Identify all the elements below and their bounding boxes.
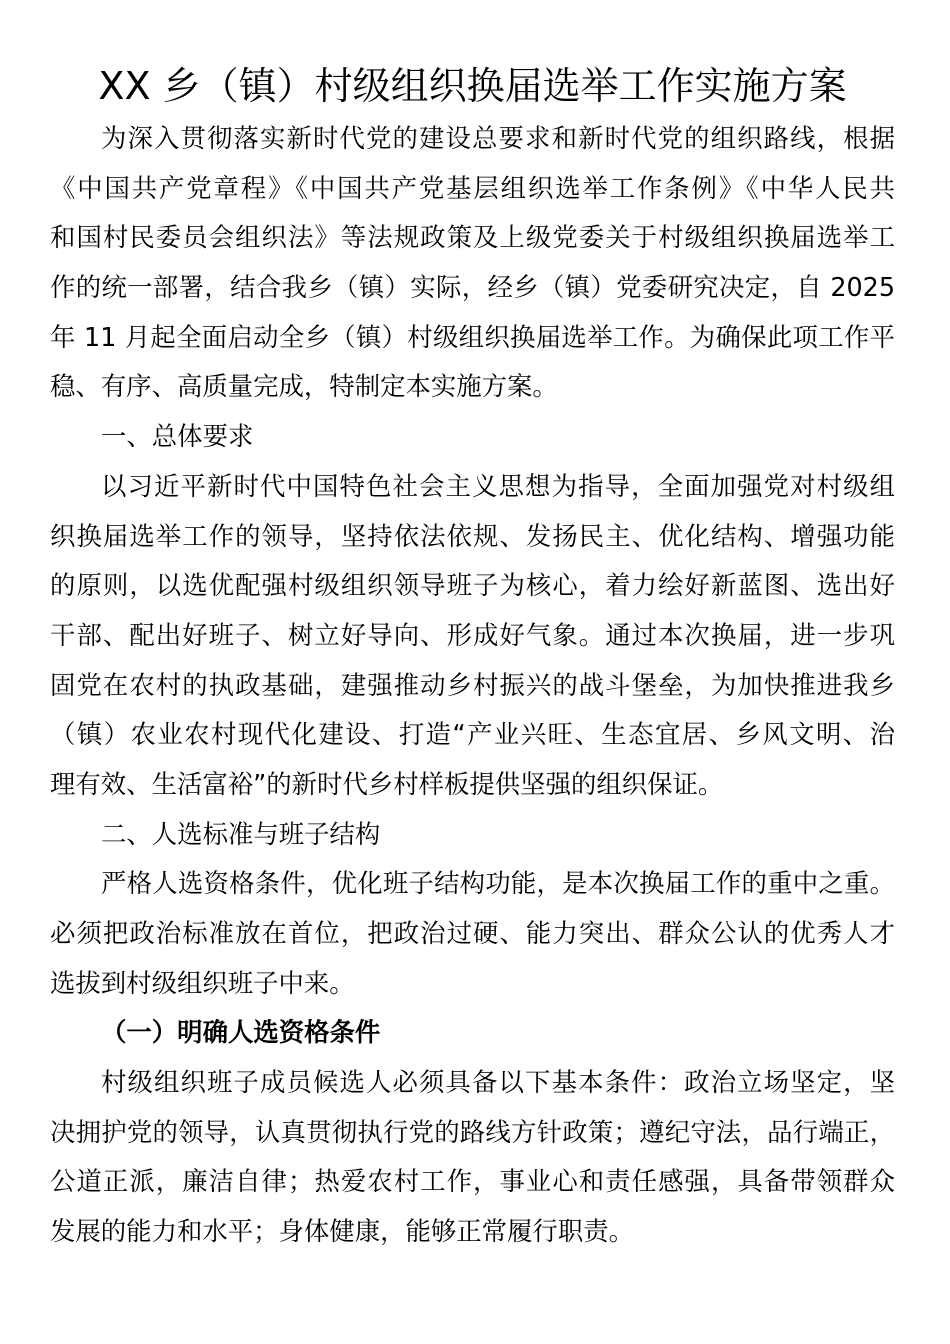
paragraph-line: 和国村民委员会组织法》等法规政策及上级党委关于村级组织换届选举工 — [50, 222, 895, 253]
paragraph-line: 干部、配出好班子、树立好导向、形成好气象。通过本次换届，进一步巩 — [50, 619, 895, 650]
sub-section-heading: （一）明确人选资格条件 — [101, 1017, 381, 1048]
paragraph-line: 必须把政治标准放在首位，把政治过硬、能力突出、群众公认的优秀人才 — [50, 918, 895, 948]
paragraph-line: 村级组织班子成员候选人必须具备以下基本条件：政治立场坚定，坚 — [101, 1067, 895, 1098]
paragraph-line: 《中国共产党章程》《中国共产党基层组织选举工作条例》《中华人民共 — [50, 172, 895, 203]
paragraph-line: 严格人选资格条件，优化班子结构功能，是本次换届工作的重中之重。 — [101, 868, 895, 899]
paragraph-line: 选拔到村级组织班子中来。 — [50, 967, 355, 998]
section-heading: 一、总体要求 — [101, 421, 254, 452]
paragraph-line: 年 11 月起全面启动全乡（镇）村级组织换届选举工作。为确保此项工作平 — [50, 321, 895, 352]
section-heading: 二、人选标准与班子结构 — [101, 818, 381, 849]
paragraph-line: 为深入贯彻落实新时代党的建设总要求和新时代党的组织路线，根据 — [101, 123, 895, 153]
paragraph-line: 公道正派，廉洁自律；热爱农村工作，事业心和责任感强，具备带领群众 — [50, 1166, 895, 1197]
paragraph-line: 作的统一部署，结合我乡（镇）实际，经乡（镇）党委研究决定，自 2025 — [50, 272, 895, 303]
paragraph-line: 的原则，以选优配强村级组织领导班子为核心，着力绘好新蓝图、选出好 — [50, 570, 895, 601]
paragraph-line: 固党在农村的执政基础，建强推动乡村振兴的战斗堡垒，为加快推进我乡 — [50, 669, 895, 700]
document-body — [50, 114, 895, 1257]
paragraph-line: 织换届选举工作的领导，坚持依法依规、发扬民主、优化结构、增强功能 — [50, 520, 895, 551]
paragraph-line: 理有效、生活富裕”的新时代乡村样板提供坚强的组织保证。 — [50, 768, 724, 799]
paragraph-line: （镇）农业农村现代化建设、打造“产业兴旺、生态宜居、乡风文明、治 — [50, 719, 895, 750]
paragraph-line: 决拥护党的领导，认真贯彻执行党的路线方针政策；遵纪守法，品行端正， — [50, 1116, 895, 1147]
paragraph-line: 发展的能力和水平；身体健康，能够正常履行职责。 — [50, 1216, 634, 1247]
paragraph-line: 稳、有序、高质量完成，特制定本实施方案。 — [50, 371, 558, 402]
paragraph-line: 以习近平新时代中国特色社会主义思想为指导，全面加强党对村级组 — [101, 470, 895, 501]
document-title: XX 乡（镇）村级组织换届选举工作实施方案 — [98, 64, 847, 108]
